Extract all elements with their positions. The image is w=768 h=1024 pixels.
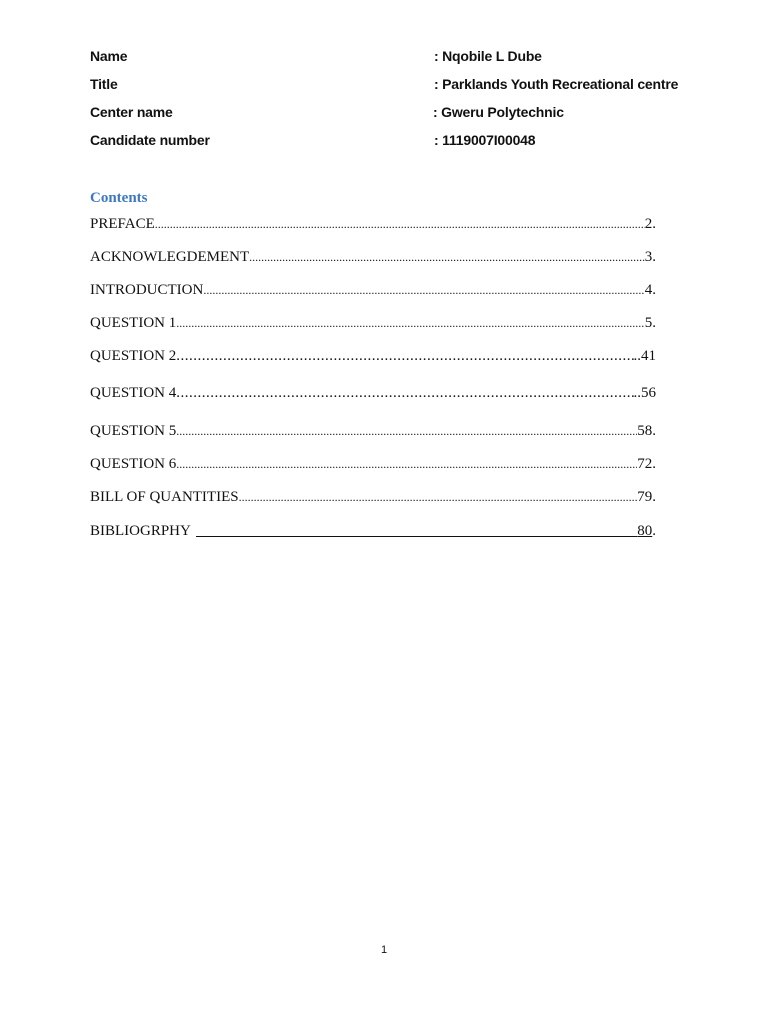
- toc-entry-question-1[interactable]: [90, 315, 656, 335]
- toc-entry-page: 79.: [637, 489, 656, 505]
- toc-entry-page: ..56: [633, 385, 656, 401]
- info-value-center: : Gweru Polytechnic: [433, 104, 564, 120]
- toc-dot-leader: [239, 490, 638, 505]
- info-value-candidate-number: : 1119007I00048: [434, 132, 536, 148]
- info-value-name: : Nqobile L Dube: [434, 48, 542, 64]
- toc-entry-question-4[interactable]: [90, 385, 656, 405]
- toc-entry-title: QUESTION 4: [90, 385, 177, 401]
- toc-entry-page: 3.: [644, 249, 656, 265]
- toc-underline-leader: [196, 523, 637, 537]
- toc-entry-title: QUESTION 6: [90, 456, 177, 472]
- toc-entry-title: ACKNOWLEGDEMENT: [90, 249, 250, 265]
- toc-entry-title: BIBLIOGRPHY: [90, 523, 191, 539]
- page-number: 1: [380, 944, 388, 956]
- toc-entry-title: QUESTION 1: [90, 315, 177, 331]
- info-label-center: Center name: [90, 104, 173, 120]
- toc-entry-bibliography[interactable]: [90, 523, 656, 543]
- info-label-name: Name: [90, 48, 128, 64]
- info-label-candidate-number: Candidate number: [90, 132, 210, 148]
- info-label-title: Title: [90, 76, 118, 92]
- toc-dot-leader: [176, 348, 633, 365]
- toc-entry-page: 80: [637, 523, 653, 539]
- toc-entry-question-6[interactable]: [90, 456, 656, 476]
- toc-entry-title: INTRODUCTION: [90, 282, 204, 298]
- toc-entry-acknowledgement[interactable]: [90, 249, 656, 269]
- info-value-title: : Parklands Youth Recreational centre: [434, 76, 679, 92]
- contents-heading: Contents: [90, 190, 148, 206]
- toc-trailing-period: .: [652, 523, 656, 539]
- toc-entry-page: 72.: [637, 456, 656, 472]
- toc-entry-question-5[interactable]: [90, 423, 656, 443]
- toc-entry-bill-of-quantities[interactable]: [90, 489, 656, 509]
- toc-dot-leader: [155, 217, 645, 232]
- toc-entry-title: QUESTION 5: [90, 423, 177, 439]
- toc-dot-leader: [176, 316, 645, 331]
- toc-entry-page: 2.: [644, 216, 656, 232]
- toc-entry-question-2[interactable]: [90, 348, 656, 368]
- toc-entry-page: 4.: [644, 282, 656, 298]
- toc-dot-leader: [176, 457, 637, 472]
- toc-entry-page: ..41: [633, 348, 656, 364]
- toc-dot-leader: [176, 424, 637, 439]
- toc-entry-page: 58.: [637, 423, 656, 439]
- toc-entry-preface[interactable]: [90, 216, 656, 236]
- toc-dot-leader: [249, 250, 645, 265]
- toc-dot-leader: [203, 283, 644, 298]
- toc-entry-page: 5.: [644, 315, 656, 331]
- toc-entry-title: QUESTION 2: [90, 348, 177, 364]
- toc-entry-title: PREFACE: [90, 216, 155, 232]
- toc-entry-introduction[interactable]: [90, 282, 656, 302]
- toc-entry-title: BILL OF QUANTITIES: [90, 489, 239, 505]
- toc-dot-leader: [176, 385, 633, 402]
